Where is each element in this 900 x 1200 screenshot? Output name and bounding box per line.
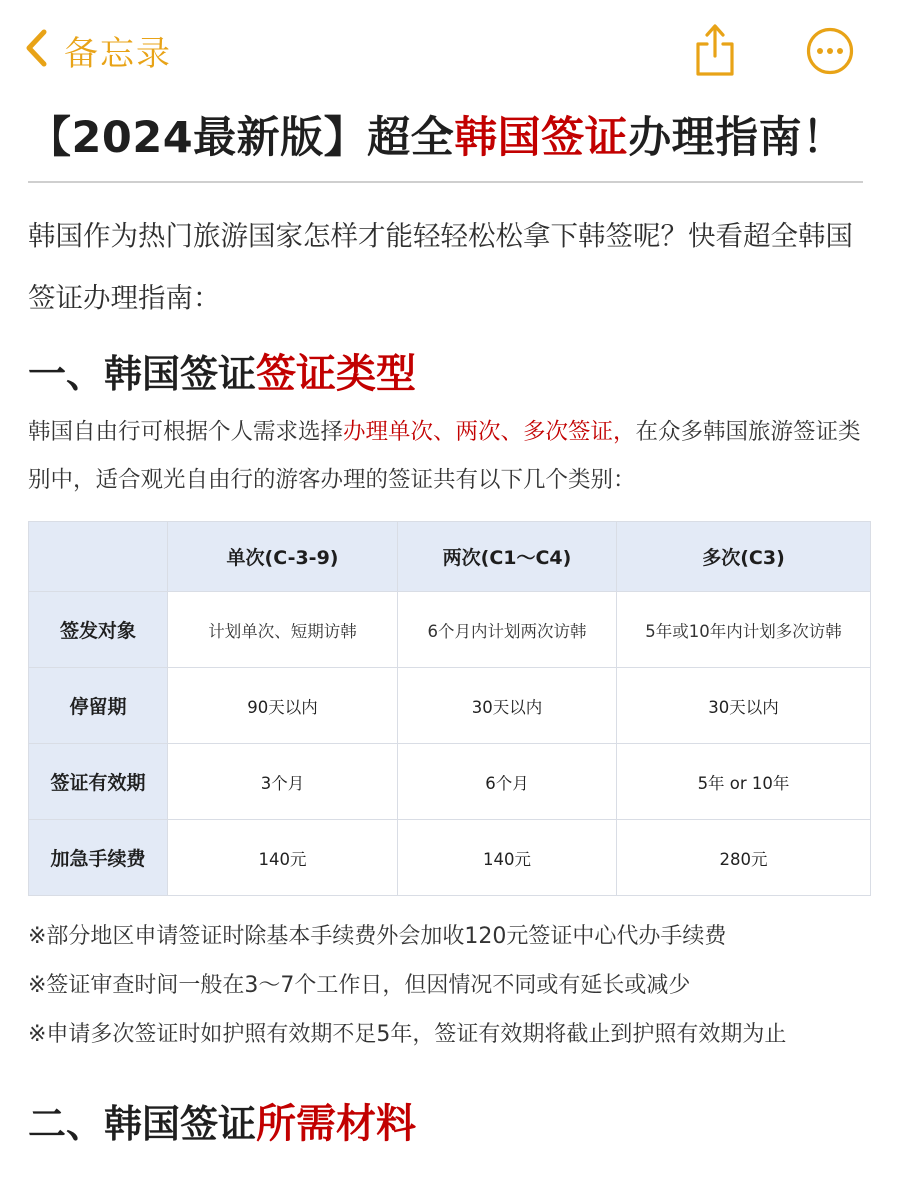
table-cell: 280元	[617, 820, 871, 896]
table-cell: 140元	[168, 820, 398, 896]
intro-paragraph: 韩国作为热门旅游国家怎样才能轻轻松松拿下韩签呢？快看超全韩国签证办理指南：	[28, 220, 853, 314]
row-label: 签发对象	[29, 592, 168, 668]
section1-heading-highlight: 签证类型	[256, 351, 417, 397]
table-cell: 6个月	[398, 744, 617, 820]
section1-heading-plain: 一、韩国签证	[28, 352, 257, 396]
notes-list	[28, 912, 888, 1059]
section-heading-visa-types	[28, 342, 416, 399]
row-label: 签证有效期	[29, 744, 168, 820]
table-cell: 30天以内	[617, 668, 871, 744]
para-part2: 在众多韩国旅游签证类别中，适合观光自由行的游客办理的签证共有以下几个类别：	[28, 419, 861, 493]
more-button[interactable]	[806, 27, 854, 75]
table-cell: 140元	[398, 820, 617, 896]
table-header-row	[29, 522, 871, 592]
row-label: 加急手续费	[29, 820, 168, 896]
table-cell: 5年 or 10年	[617, 744, 871, 820]
share-button[interactable]	[692, 22, 738, 78]
title-highlight: 韩国签证	[454, 113, 629, 163]
back-button[interactable]	[22, 28, 172, 72]
title-suffix: 办理指南！	[628, 113, 846, 163]
section2-heading-plain: 二、韩国签证	[28, 1102, 257, 1146]
table-cell: 90天以内	[168, 668, 398, 744]
para-highlight: 办理单次、两次、多次签证，	[343, 419, 636, 445]
navigation-bar	[0, 0, 900, 100]
table-header-cell: 两次(C1～C4)	[398, 522, 617, 592]
row-label: 停留期	[29, 668, 168, 744]
table-row	[29, 592, 871, 668]
table-cell: 计划单次、短期访韩	[168, 592, 398, 668]
table-cell: 6个月内计划两次访韩	[398, 592, 617, 668]
page-title	[28, 104, 846, 165]
section2-heading-highlight: 所需材料	[256, 1101, 417, 1147]
section-heading-materials	[28, 1092, 416, 1149]
table-header-cell	[29, 522, 168, 592]
note-item: ※签证审查时间一般在3～7个工作日，但因情况不同或有延长或减少	[28, 973, 691, 998]
back-label: 备忘录	[64, 33, 172, 74]
more-circle-icon	[806, 27, 854, 75]
table-header-cell: 多次(C3)	[617, 522, 871, 592]
table-row	[29, 744, 871, 820]
note-item: ※申请多次签证时如护照有效期不足5年，签证有效期将截止到护照有效期为止	[28, 1022, 787, 1047]
table-header-cell: 单次(C-3-9)	[168, 522, 398, 592]
visa-types-paragraph	[28, 408, 873, 504]
visa-types-table	[28, 521, 871, 896]
title-divider	[28, 181, 863, 183]
table-row	[29, 820, 871, 896]
para-part1: 韩国自由行可根据个人需求选择	[28, 419, 344, 445]
table-cell: 5年或10年内计划多次访韩	[617, 592, 871, 668]
table-cell: 3个月	[168, 744, 398, 820]
note-item: ※部分地区申请签证时除基本手续费外会加收120元签证中心代办手续费	[28, 924, 727, 949]
table-row	[29, 668, 871, 744]
title-prefix: 【2024最新版】超全	[28, 113, 455, 163]
share-icon	[692, 22, 738, 78]
chevron-left-icon	[22, 27, 52, 73]
table-cell: 30天以内	[398, 668, 617, 744]
